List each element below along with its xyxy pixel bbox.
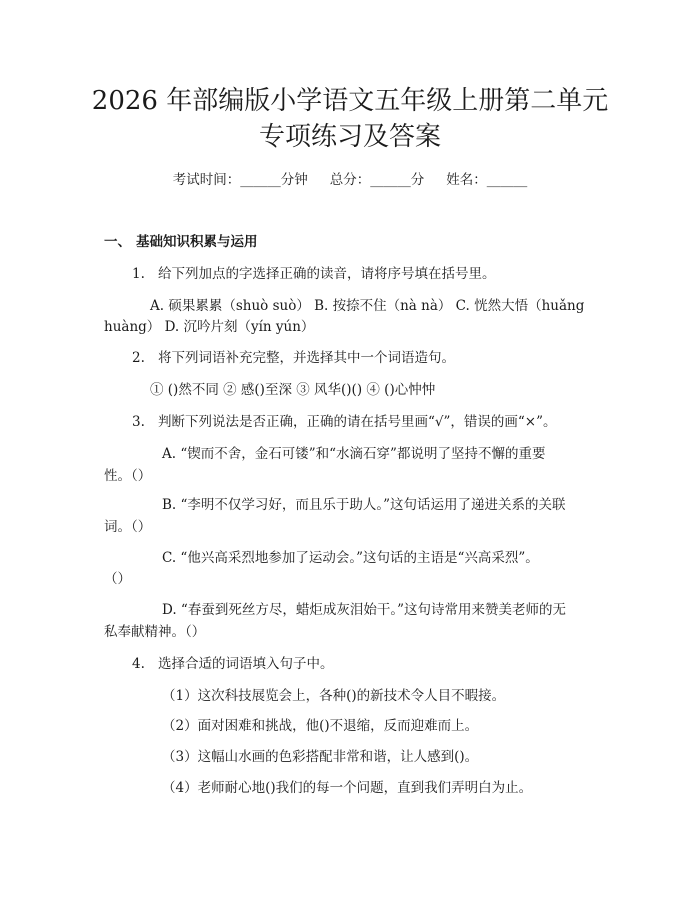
question-text: 给下列加点的字选择正确的读音，请将序号填在括号里。 [158, 266, 496, 282]
section-heading [104, 230, 258, 250]
total-score-field: 总分：______分 [329, 172, 425, 188]
question-text: 判断下列说法是否正确，正确的请在括号里画“√”，错误的画“×”。 [158, 414, 557, 430]
q3-option-c-line2: （） [104, 571, 131, 587]
q4-sentence-4: （4）老师耐心地()我们的每一个问题，直到我们弄明白为止。 [162, 780, 533, 796]
question-1 [132, 262, 496, 282]
question-3 [132, 410, 557, 430]
q2-items: ① ()然不同 ② 感()至深 ③ 风华()() ④ ()心忡忡 [150, 382, 436, 398]
page-title-line1: 2026 年部编版小学语文五年级上册第二单元 [91, 86, 609, 116]
question-text: 选择合适的词语填入句子中。 [158, 656, 334, 672]
question-number: 4. [132, 656, 145, 672]
q3-option-a-line2: 性。（） [104, 468, 152, 484]
q3-option-d-line2: 私奉献精神。（） [104, 624, 206, 640]
exam-meta [0, 168, 700, 188]
q1-options-line2: huàng） D. 沉吟片刻（yín yún） [104, 319, 315, 335]
q3-option-b-line2: 词。（） [104, 519, 152, 535]
question-2 [132, 346, 455, 366]
q3-option-b-line1: B. “李明不仅学习好，而且乐于助人。”这句话运用了递进关系的关联 [162, 497, 566, 513]
exam-time-field: 考试时间：______分钟 [172, 172, 308, 188]
question-number: 2. [132, 350, 145, 366]
question-text: 将下列词语补充完整，并选择其中一个词语造句。 [158, 350, 455, 366]
q3-option-c-line1: C. “他兴高采烈地参加了运动会。”这句话的主语是“兴高采烈”。 [162, 550, 539, 566]
q3-option-d-line1: D. “春蚕到死丝方尽，蜡炬成灰泪始干。”这句诗常用来赞美老师的无 [162, 602, 566, 618]
q4-sentence-3: （3）这幅山水画的色彩搭配非常和谐，让人感到()。 [162, 749, 479, 765]
section-label: 基础知识积累与运用 [136, 234, 258, 250]
question-number: 1. [132, 266, 145, 282]
question-number: 3. [132, 414, 145, 430]
q4-sentence-1: （1）这次科技展览会上，各种()的新技术令人目不暇接。 [162, 688, 506, 704]
q1-options-line1: A. 硕果累累（shuò suò） B. 按捺不住（nà nà） C. 恍然大悟（huǎng [150, 298, 585, 314]
page-title-line2: 专项练习及答案 [258, 122, 441, 152]
section-number: 一、 [104, 234, 131, 250]
q4-sentence-2: （2）面对困难和挑战，他()不退缩，反而迎难而上。 [162, 718, 479, 734]
student-name-field: 姓名：______ [446, 172, 528, 188]
question-4 [132, 652, 334, 672]
q3-option-a-line1: A. “锲而不舍，金石可镂”和“水滴石穿”都说明了坚持不懈的重要 [162, 446, 546, 462]
